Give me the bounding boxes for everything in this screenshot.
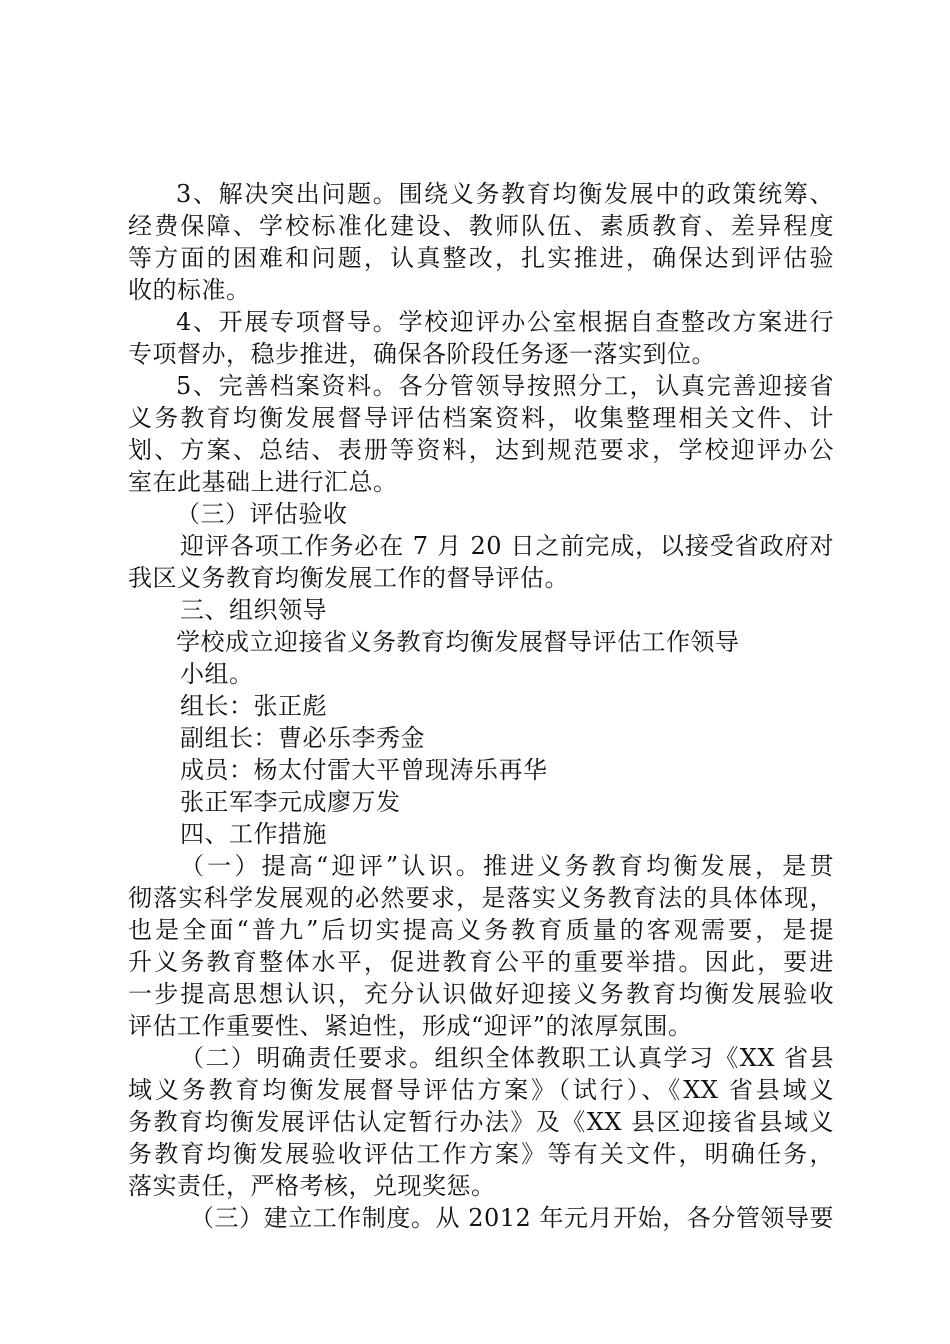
- paragraph-3-line-3: 等方面的困难和问题，认真整改，扎实推进，确保达到评估验: [128, 244, 834, 272]
- section-heading-organization: 三、组织领导: [180, 596, 327, 624]
- measure-3-line-1: （三）建立工作制度。从 2012 年元月开始，各分管领导要: [190, 1204, 834, 1232]
- section-heading-assessment: （三）评估验收: [176, 500, 348, 528]
- paragraph-3-line-2: 经费保障、学校标准化建设、教师队伍、素质教育、差异程度: [128, 212, 834, 240]
- measure-1-line-4: 升义务教育整体水平，促进教育公平的重要举措。因此，要进: [128, 948, 834, 976]
- paragraph-5-line-2: 义务教育均衡发展督导评估档案资料，收集整理相关文件、计: [128, 404, 834, 432]
- paragraph-5-line-1: 5、完善档案资料。各分管领导按照分工，认真完善迎接省: [176, 372, 834, 400]
- organization-line-1: 学校成立迎接省义务教育均衡发展督导评估工作领导: [176, 628, 740, 656]
- assessment-line-2: 我区义务教育均衡发展工作的督导评估。: [128, 564, 569, 592]
- paragraph-4-line-2: 专项督办，稳步推进，确保各阶段任务逐一落实到位。: [128, 340, 716, 368]
- paragraph-5-line-4: 室在此基础上进行汇总。: [128, 468, 398, 496]
- measure-1-line-5: 一步提高思想认识，充分认识做好迎接义务教育均衡发展验收: [128, 980, 834, 1008]
- measure-1-line-1: （一）提高“迎评”认识。推进义务教育均衡发展，是贯: [180, 852, 834, 880]
- group-members-continued: 张正军李元成廖万发: [180, 788, 401, 816]
- measure-2-line-1: （二）明确责任要求。组织全体教职工认真学习《XX 省县: [180, 1044, 834, 1072]
- group-members: 成员：杨太付雷大平曾现涛乐再华: [180, 756, 548, 784]
- measure-2-line-4: 务教育均衡发展验收评估工作方案》等有关文件，明确任务，: [128, 1140, 834, 1168]
- measure-2-line-5: 落实责任，严格考核，兑现奖惩。: [128, 1172, 496, 1200]
- group-leader: 组长：张正彪: [180, 692, 327, 720]
- measure-1-line-3: 也是全面“普九”后切实提高义务教育质量的客观需要，是提: [128, 916, 834, 944]
- measure-2-line-2: 域义务教育均衡发展督导评估方案》（试行）、《XX 省县域义: [128, 1076, 834, 1104]
- measure-1-line-2: 彻落实科学发展观的必然要求，是落实义务教育法的具体体现，: [128, 884, 834, 912]
- paragraph-5-line-3: 划、方案、总结、表册等资料，达到规范要求，学校迎评办公: [128, 436, 834, 464]
- assessment-line-1: 迎评各项工作务必在 7 月 20 日之前完成，以接受省政府对: [180, 532, 834, 560]
- paragraph-4-line-1: 4、开展专项督导。学校迎评办公室根据自查整改方案进行: [176, 308, 834, 336]
- paragraph-3-line-4: 收的标准。: [128, 276, 251, 304]
- measure-1-line-6: 评估工作重要性、紧迫性，形成“迎评”的浓厚氛围。: [128, 1012, 693, 1040]
- paragraph-3-line-1: 3、解决突出问题。围绕义务教育均衡发展中的政策统筹、: [176, 180, 834, 208]
- measure-2-line-3: 务教育均衡发展评估认定暂行办法》及《XX 县区迎接省县域义: [128, 1108, 834, 1136]
- deputy-group-leader: 副组长：曹必乐李秀金: [180, 724, 425, 752]
- section-heading-measures: 四、工作措施: [180, 820, 327, 848]
- organization-line-2: 小组。: [180, 660, 254, 688]
